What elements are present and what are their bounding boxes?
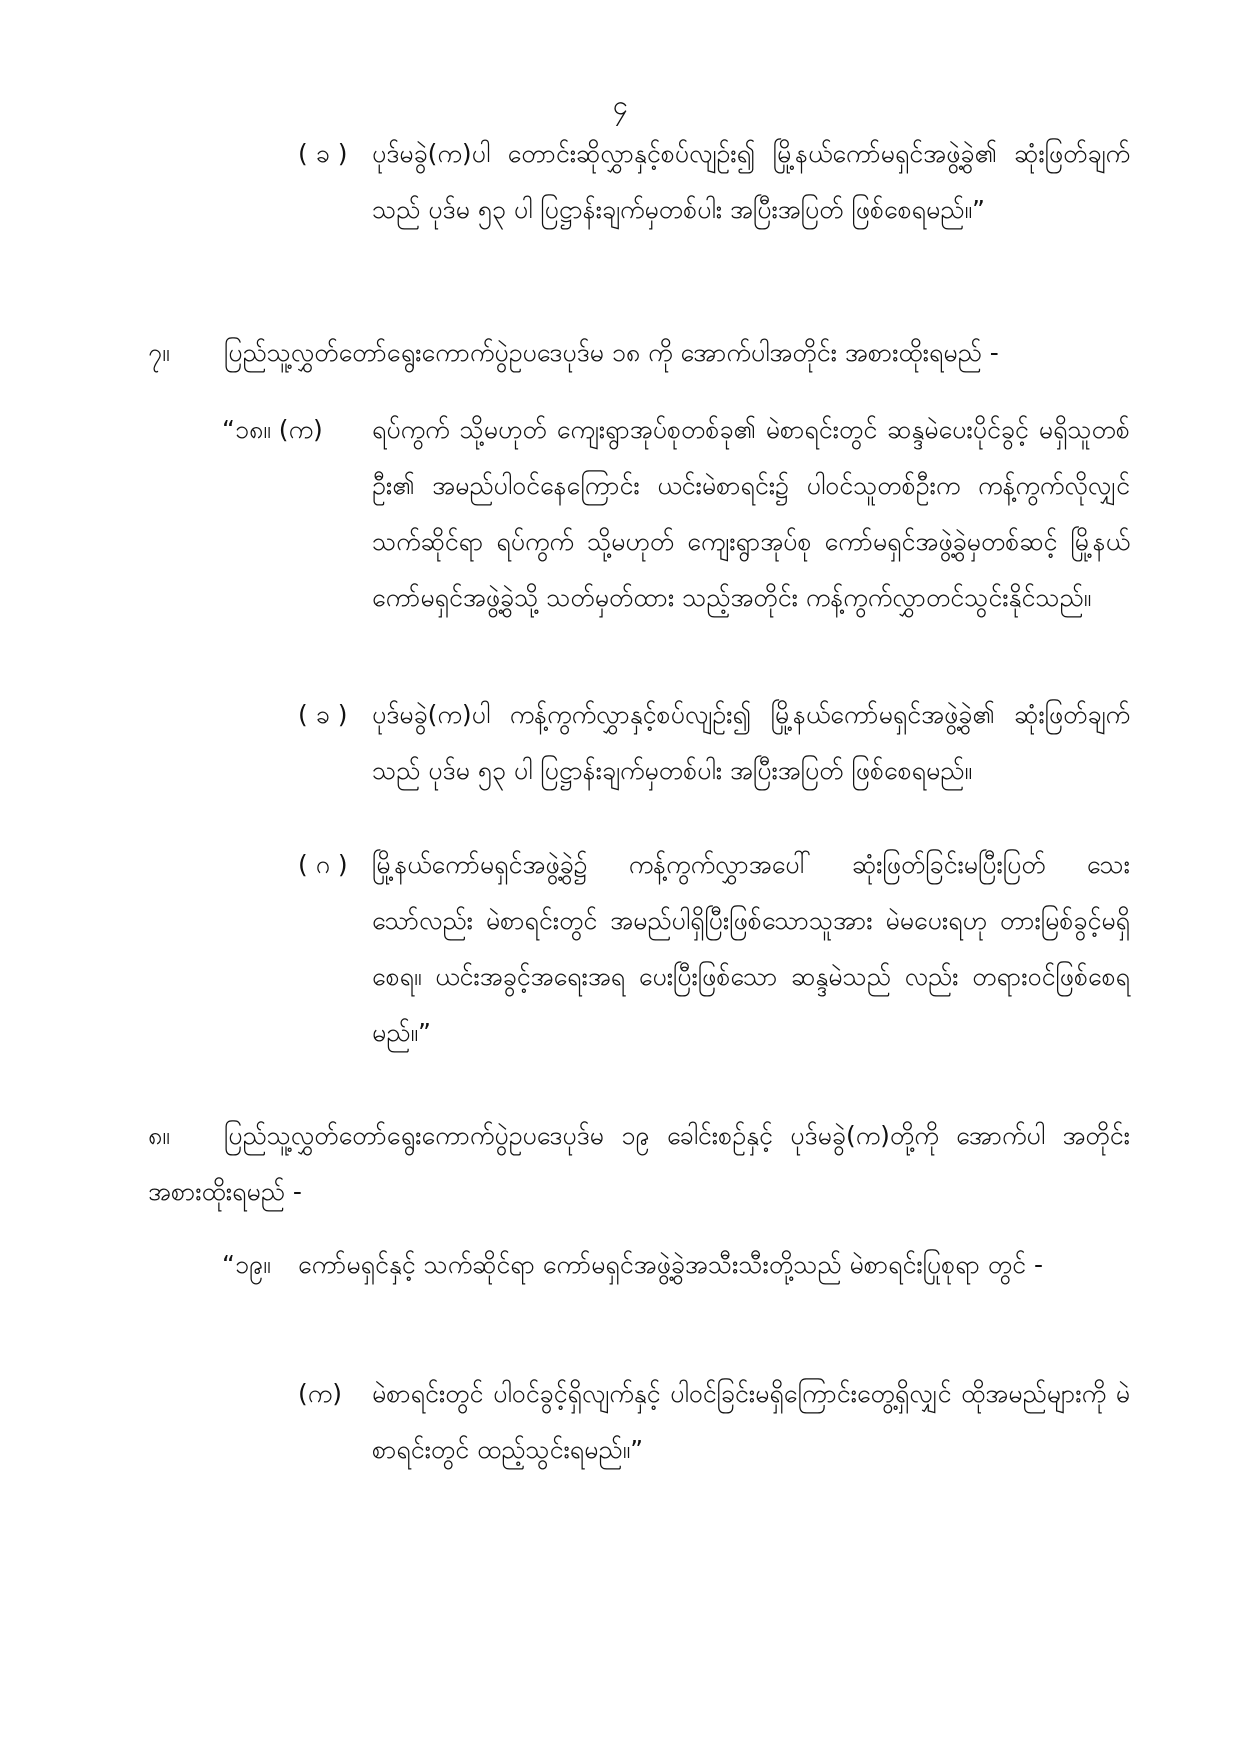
clause-text: ပုဒ်မခွဲ(က)ပါ တောင်းဆိုလွှာနှင့်စပ်လျဉ်း၍ မြို့နယ်ကော်မရှင်အဖွဲ့ခွဲ၏ ဆုံးဖြတ်ချက်သည် ပုဒ်မ ၅၃ ပါ ပြဋ္ဌာန်းချက်မှတစ်ပါး အပြီးအပြတ် ဖြစ်စေရမည်။” <box>372 139 1130 224</box>
clause-text: မြို့နယ်ကော်မရှင်အဖွဲ့ခွဲ၌ ကန့်ကွက်လွှာအပေါ် ဆုံးဖြတ်ခြင်းမပြီးပြတ် သေးသော်လည်း မဲစာရင်းတွင် အမည်ပါရှိပြီးဖြစ်သောသူအား မဲမပေးရဟု တားမြစ်ခွင့်မရှိစေရ။ ယင်းအခွင့်အရေးအရ ပေးပြီးဖြစ်သော ဆန္ဒမဲသည် လည်း တရားဝင်ဖြစ်စေရမည်။” <box>372 850 1130 1047</box>
page-number: ၄ <box>612 90 629 121</box>
clause-number: ( ခ ) <box>298 139 348 168</box>
section-number: ၈။ <box>148 1121 170 1150</box>
clause-number: “၁၈။ (က) <box>222 415 323 444</box>
clause-text: ရပ်ကွက် သို့မဟုတ် ကျေးရွာအုပ်စုတစ်ခု၏ မဲစာရင်းတွင် ဆန္ဒမဲပေးပိုင်ခွင့် မရှိသူတစ်ဦး၏ အမည်ပါဝင်နေကြောင်း ယင်းမဲစာရင်း၌ ပါဝင်သူတစ်ဦးက ကန့်ကွက်လိုလျှင် သက်ဆိုင်ရာ ရပ်ကွက် သို့မဟုတ် ကျေးရွာအုပ်စု ကော်မရှင်အဖွဲ့ခွဲမှတစ်ဆင့် မြို့နယ်ကော်မရှင်အဖွဲ့ခွဲသို့ သတ်မှတ်ထား သည့်အတိုင်း ကန့်ကွက်လွှာတင်သွင်းနိုင်သည်။ <box>372 415 1130 612</box>
section-number: “၁၉။ <box>222 1250 271 1279</box>
section-number: ၇။ <box>148 338 170 367</box>
clause-number: (က) <box>298 1379 342 1408</box>
clause-text: မဲစာရင်းတွင် ပါဝင်ခွင့်ရှိလျက်နှင့် ပါဝင်ခြင်းမရှိကြောင်းတွေ့ရှိလျှင် ထိုအမည်များကို မဲစာရင်းတွင် ထည့်သွင်းရမည်။” <box>372 1379 1130 1464</box>
section-text: ပြည်သူ့လွှတ်တော်ရွေးကောက်ပွဲဥပဒေပုဒ်မ ၁၈ ကို အောက်ပါအတိုင်း အစားထိုးရမည် - <box>224 338 999 367</box>
clause-text: ပုဒ်မခွဲ(က)ပါ ကန့်ကွက်လွှာနှင့်စပ်လျဉ်း၍ မြို့နယ်ကော်မရှင်အဖွဲ့ခွဲ၏ ဆုံးဖြတ်ချက်သည် ပုဒ်မ ၅၃ ပါ ပြဋ္ဌာန်းချက်မှတစ်ပါး အပြီးအပြတ် ဖြစ်စေရမည်။ <box>372 700 1130 785</box>
section-text: ကော်မရှင်နှင့် သက်ဆိုင်ရာ ကော်မရှင်အဖွဲ့ခွဲအသီးသီးတို့သည် မဲစာရင်းပြုစုရာ တွင် - <box>298 1250 1043 1279</box>
clause-number: ( ခ ) <box>298 700 348 729</box>
section-text: ပြည်သူ့လွှတ်တော်ရွေးကောက်ပွဲဥပဒေပုဒ်မ ၁၉ ခေါင်းစဉ်နှင့် ပုဒ်မခွဲ(က)တို့ကို အောက်ပါ အတိုင်း အစားထိုးရမည် - <box>148 1121 1130 1206</box>
clause-number: ( ဂ ) <box>298 850 348 879</box>
